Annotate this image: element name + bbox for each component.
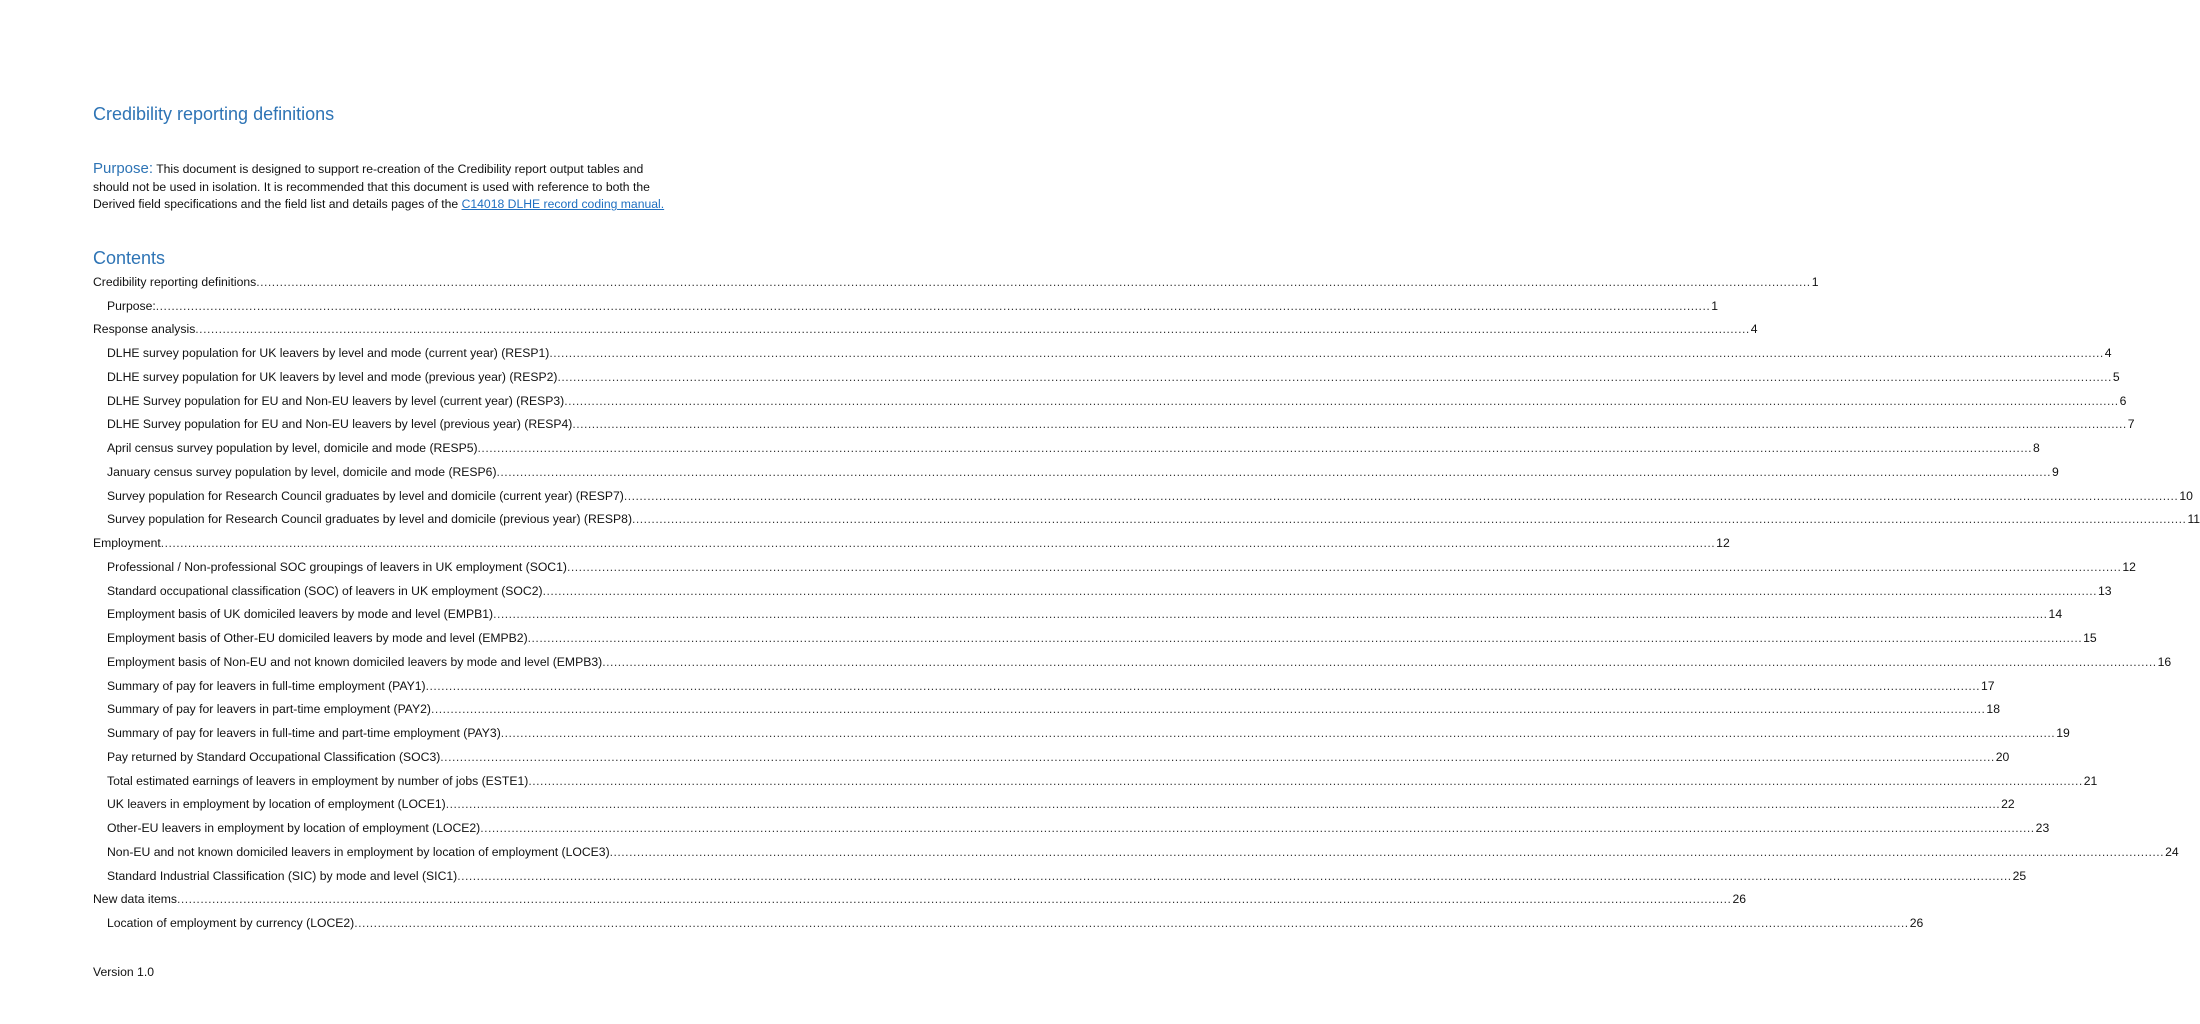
toc-leader-dots: ................................................................................................................................................................................................................................................................................................................................................................................................................ xyxy=(500,726,2056,741)
purpose-label: Purpose: xyxy=(93,160,154,177)
toc-entry[interactable] xyxy=(93,793,2015,817)
toc-entry-title: DLHE survey population for UK leavers by level and mode (previous year) (RESP2) xyxy=(107,369,558,384)
toc-entry-title: Employment basis of Other-EU domiciled leavers by mode and level (EMPB2) xyxy=(107,631,528,646)
toc-leader-dots: ................................................................................................................................................................................................................................................................................................................................................................................................................ xyxy=(632,512,2187,527)
toc-entry-page: 18 xyxy=(1986,702,2000,717)
toc-entry[interactable] xyxy=(93,603,2063,627)
toc-entry-page: 22 xyxy=(2001,797,2015,812)
toc-entry-page: 12 xyxy=(2122,559,2136,574)
toc-entry[interactable] xyxy=(93,365,2120,389)
toc-entry-page: 6 xyxy=(2119,393,2127,408)
toc-entry-page: 26 xyxy=(1732,892,1746,907)
toc-entry-title: Other-EU leavers in employment by location of employment (LOCE2) xyxy=(107,821,481,836)
toc-entry-page: 12 xyxy=(1716,536,1730,551)
toc-entry[interactable] xyxy=(93,888,1746,912)
toc-entry-page: 24 xyxy=(2165,844,2179,859)
toc-entry[interactable] xyxy=(93,911,1924,935)
toc-entry-page: 4 xyxy=(2104,346,2112,361)
toc-leader-dots: ................................................................................................................................................................................................................................................................................................................................................................................................................ xyxy=(602,654,2157,669)
toc-entry-page: 16 xyxy=(2157,654,2172,669)
toc-entry-page: 5 xyxy=(2112,369,2120,384)
toc-entry[interactable] xyxy=(93,389,2127,413)
toc-entry-title: Survey population for Research Council graduates by level and domicile (previous year) (RESP8) xyxy=(107,512,632,527)
toc-leader-dots: ................................................................................................................................................................................................................................................................................................................................................................................................................ xyxy=(566,559,2122,574)
toc-leader-dots: ................................................................................................................................................................................................................................................................................................................................................................................................................ xyxy=(609,844,2165,859)
toc-entry[interactable] xyxy=(93,508,2200,532)
toc-leader-dots: ................................................................................................................................................................................................................................................................................................................................................................................................................ xyxy=(542,583,2097,598)
toc-entry-title: DLHE Survey population for EU and Non-EU leavers by level (previous year) (RESP4) xyxy=(107,417,573,432)
contents-heading: Contents xyxy=(93,248,166,268)
toc-entry-title: Employment basis of UK domiciled leavers by mode and level (EMPB1) xyxy=(107,607,494,622)
toc-leader-dots: ................................................................................................................................................................................................................................................................................................................................................................................................................ xyxy=(528,773,2083,788)
toc-entry-page: 20 xyxy=(1995,749,2010,764)
toc-leader-dots: ................................................................................................................................................................................................................................................................................................................................................................................................................ xyxy=(160,536,1716,551)
document-title: Credibility reporting definitions xyxy=(93,104,335,124)
toc-leader-dots: ................................................................................................................................................................................................................................................................................................................................................................................................................ xyxy=(557,369,2112,384)
toc-leader-dots: ................................................................................................................................................................................................................................................................................................................................................................................................................ xyxy=(445,797,2001,812)
toc-entry-title: Summary of pay for leavers in part-time employment (PAY2) xyxy=(107,702,431,717)
toc-entry[interactable] xyxy=(93,413,2135,437)
toc-entry-page: 23 xyxy=(2035,821,2050,836)
toc-entry[interactable] xyxy=(93,294,1718,318)
toc-entry-page: 21 xyxy=(2083,773,2098,788)
toc-entry[interactable] xyxy=(93,840,2179,864)
toc-entry-title: UK leavers in employment by location of employment (LOCE1) xyxy=(107,797,446,812)
toc-entry-title: Summary of pay for leavers in full-time employment (PAY1) xyxy=(107,678,426,693)
toc-entry-title: Standard occupational classification (SOC) of leavers in UK employment (SOC2) xyxy=(107,583,543,598)
toc-leader-dots: ................................................................................................................................................................................................................................................................................................................................................................................................................ xyxy=(440,749,1995,764)
table-of-contents xyxy=(93,270,2200,935)
toc-entry-title: Response analysis xyxy=(93,322,196,337)
toc-entry-page: 14 xyxy=(2048,607,2063,622)
toc-entry-title: DLHE survey population for UK leavers by level and mode (current year) (RESP1) xyxy=(107,346,550,361)
toc-entry-title: DLHE Survey population for EU and Non-EU leavers by level (current year) (RESP3) xyxy=(107,393,565,408)
toc-entry-page: 7 xyxy=(2127,417,2135,432)
toc-entry-page: 9 xyxy=(2051,464,2059,479)
toc-entry-title: Location of employment by currency (LOCE2) xyxy=(107,916,355,931)
toc-entry[interactable] xyxy=(93,270,1819,294)
toc-leader-dots: ................................................................................................................................................................................................................................................................................................................................................................................................................ xyxy=(564,393,2119,408)
toc-entry-title: Survey population for Research Council graduates by level and domicile (current year) (RESP7) xyxy=(107,488,624,503)
toc-leader-dots: ................................................................................................................................................................................................................................................................................................................................................................................................................ xyxy=(425,678,1980,693)
toc-leader-dots: ................................................................................................................................................................................................................................................................................................................................................................................................................ xyxy=(572,417,2127,432)
toc-entry-title: Purpose: xyxy=(107,298,156,313)
toc-entry-title: Professional / Non-professional SOC groupings of leavers in UK employment (SOC1) xyxy=(107,559,567,574)
toc-leader-dots: ................................................................................................................................................................................................................................................................................................................................................................................................................ xyxy=(549,346,2104,361)
purpose-paragraph xyxy=(93,160,678,214)
toc-entry[interactable] xyxy=(93,721,2070,745)
toc-entry-page: 19 xyxy=(2056,726,2070,741)
toc-leader-dots: ................................................................................................................................................................................................................................................................................................................................................................................................................ xyxy=(623,488,2179,503)
toc-leader-dots: ................................................................................................................................................................................................................................................................................................................................................................................................................ xyxy=(177,892,1732,907)
toc-entry[interactable] xyxy=(93,484,2193,508)
toc-leader-dots: ................................................................................................................................................................................................................................................................................................................................................................................................................ xyxy=(195,322,1750,337)
toc-entry-title: Employment xyxy=(93,536,161,551)
toc-entry-page: 15 xyxy=(2083,631,2097,646)
toc-leader-dots: ................................................................................................................................................................................................................................................................................................................................................................................................................ xyxy=(480,821,2035,836)
toc-leader-dots: ................................................................................................................................................................................................................................................................................................................................................................................................................ xyxy=(430,702,1986,717)
toc-entry[interactable] xyxy=(93,626,2097,650)
toc-entry-title: New data items xyxy=(93,892,177,907)
coding-manual-link[interactable]: C14018 DLHE record coding manual. xyxy=(461,197,665,212)
toc-entry-title: Credibility reporting definitions xyxy=(93,274,257,289)
toc-entry[interactable] xyxy=(93,341,2112,365)
toc-entry-page: 13 xyxy=(2098,583,2112,598)
toc-entry[interactable] xyxy=(93,531,1730,555)
toc-entry[interactable] xyxy=(93,745,2010,769)
toc-leader-dots: ................................................................................................................................................................................................................................................................................................................................................................................................................ xyxy=(354,916,1909,931)
toc-entry-title: Standard Industrial Classification (SIC) by mode and level (SIC1) xyxy=(107,868,458,883)
toc-entry[interactable] xyxy=(93,555,2136,579)
toc-entry-title: Non-EU and not known domiciled leavers in employment by location of employment (LOCE3) xyxy=(107,844,610,859)
toc-entry[interactable] xyxy=(93,436,2040,460)
toc-entry[interactable] xyxy=(93,650,2172,674)
toc-leader-dots: ................................................................................................................................................................................................................................................................................................................................................................................................................ xyxy=(477,441,2032,456)
toc-entry-page: 10 xyxy=(2179,488,2193,503)
version-footer: Version 1.0 xyxy=(93,965,154,979)
toc-entry[interactable] xyxy=(93,816,2050,840)
toc-entry-page: 1 xyxy=(1711,298,1718,313)
toc-entry-page: 1 xyxy=(1811,274,1819,289)
toc-leader-dots: ................................................................................................................................................................................................................................................................................................................................................................................................................ xyxy=(527,631,2083,646)
toc-leader-dots: ................................................................................................................................................................................................................................................................................................................................................................................................................ xyxy=(496,464,2051,479)
toc-leader-dots: ................................................................................................................................................................................................................................................................................................................................................................................................................ xyxy=(493,607,2048,622)
toc-entry[interactable] xyxy=(93,769,2098,793)
toc-entry[interactable] xyxy=(93,318,1758,342)
toc-entry-page: 4 xyxy=(1750,322,1758,337)
toc-entry-title: Total estimated earnings of leavers in employment by number of jobs (ESTE1) xyxy=(107,773,529,788)
toc-entry-title: Summary of pay for leavers in full-time and part-time employment (PAY3) xyxy=(107,726,501,741)
toc-entry[interactable] xyxy=(93,674,1995,698)
toc-entry-title: April census survey population by level, domicile and mode (RESP5) xyxy=(107,441,478,456)
toc-entry-title: Employment basis of Non-EU and not known domiciled leavers by mode and level (EMPB3) xyxy=(107,654,603,669)
toc-entry-page: 11 xyxy=(2187,512,2200,527)
toc-entry[interactable] xyxy=(93,579,2112,603)
toc-leader-dots: ................................................................................................................................................................................................................................................................................................................................................................................................................ xyxy=(256,274,1811,289)
toc-entry-page: 17 xyxy=(1981,678,1995,693)
toc-entry[interactable] xyxy=(93,460,2059,484)
toc-entry-page: 25 xyxy=(2012,868,2027,883)
toc-leader-dots: ................................................................................................................................................................................................................................................................................................................................................................................................................ xyxy=(155,298,1711,313)
purpose-text: This document is designed to support re-creation of the Credibility report output tables and should not be used in isolation. It is recommended that this document is used with reference to both the Derived field specifications and the field list and details pages of the xyxy=(93,162,650,212)
toc-entry-title: January census survey population by level, domicile and mode (RESP6) xyxy=(107,464,497,479)
toc-entry[interactable] xyxy=(93,864,2027,888)
toc-leader-dots: ................................................................................................................................................................................................................................................................................................................................................................................................................ xyxy=(457,868,2012,883)
toc-entry-title: Pay returned by Standard Occupational Classification (SOC3) xyxy=(107,749,441,764)
toc-entry[interactable] xyxy=(93,698,2000,722)
toc-entry-page: 8 xyxy=(2032,441,2040,456)
toc-entry-page: 26 xyxy=(1909,916,1924,931)
